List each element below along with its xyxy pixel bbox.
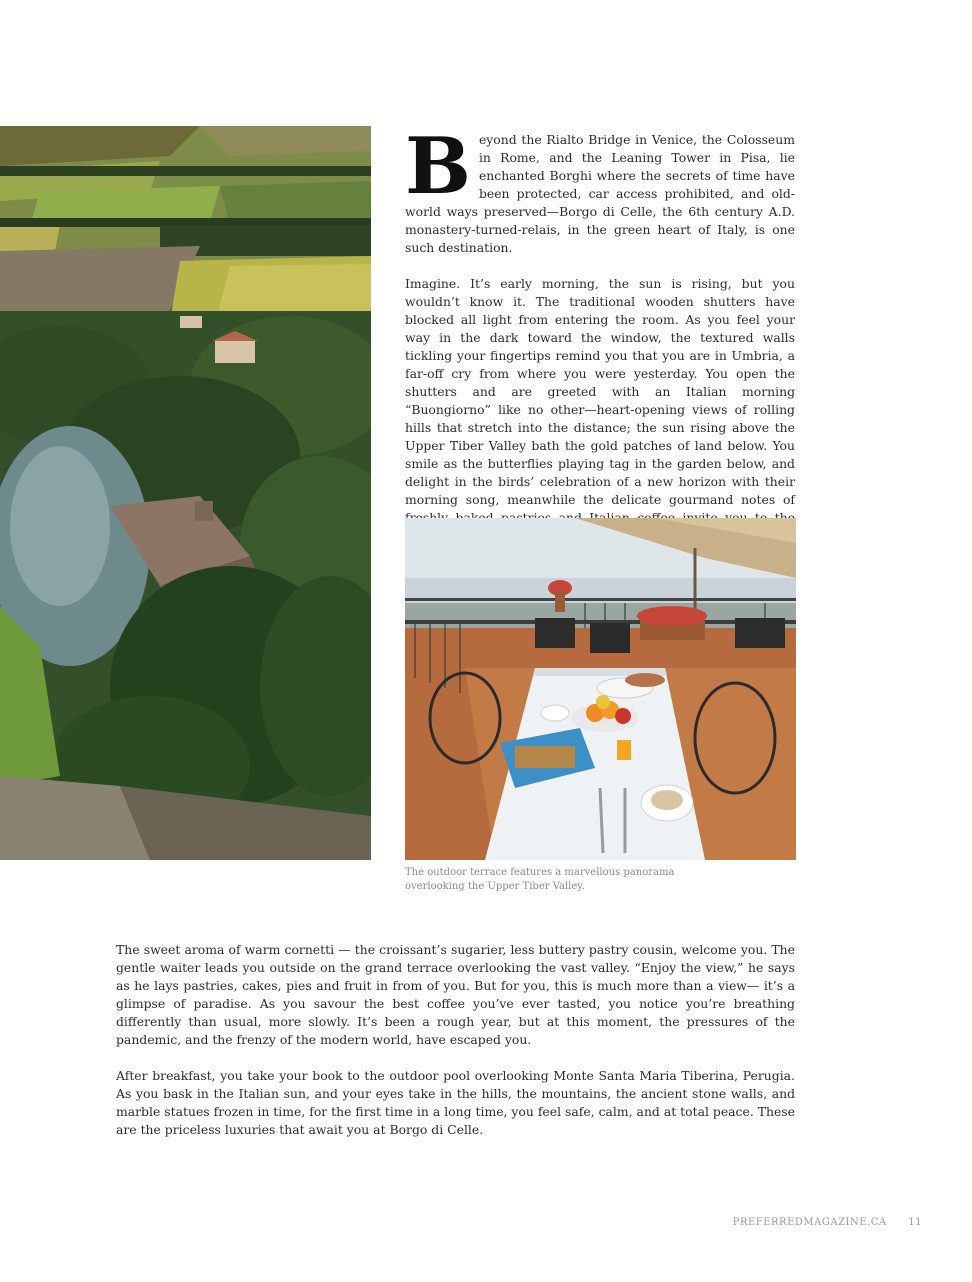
caption-line-2: overlooking the Upper Tiber Valley.	[405, 880, 585, 892]
intro-text	[405, 121, 795, 563]
aerial-countryside-photo	[0, 126, 371, 860]
body-text	[116, 941, 795, 1157]
drop-cap: B	[405, 121, 471, 212]
terrace-breakfast-photo	[405, 518, 796, 860]
page-footer	[733, 1217, 922, 1228]
caption-line-1: The outdoor terrace features a marvellous panorama	[405, 867, 675, 878]
intro-paragraph-2: Imagine. It’s early morning, the sun is rising, but you wouldn’t know it. The traditional wooden shutters have blocked all light from entering the room. As you feel your way in the dark toward the window, the textured walls tickling your fingertips remind you that you are in Umbria, a far-off cry from where you were yesterday. You open the shutters and are greeted with an Italian morning “Buongiorno” like no other—heart-opening views of rolling hills that stretch into the distance; the sun rising above the Upper Tiber Valley bath the gold patches of land below. You smile as the butterflies playing tag in the garden below, and delight in the birds’ celebration of a new horizon with their morning song, meanwhile the delicate gourmand notes of	[405, 276, 795, 507]
footer-site-link[interactable]: PREFERREDMAGAZINE.CA	[732, 1217, 887, 1228]
intro-paragraph-1-text: eyond the Rialto Bridge in Venice, the Colosseum in Rome, and the Leaning Tower in Pisa, lie enchanted Borghi where the secrets of time have been protected, car access prohibited, and old-world ways preserved—Borgo di Celle, the 6th century A.D. monastery-turned-relais, in the green heart of Italy, is one such destination.	[405, 132, 795, 255]
body-paragraph-1: The sweet aroma of warm cornetti — the croissant’s sugarier, less buttery pastry cousin, welcome you. The gentle waiter leads you outside on the grand terrace overlooking the vast valley. “Enjoy the view,” he says as he lays pastries, cakes, pies and fruit in from of you. But for you, this is much more than a view— it’s a glimpse of paradise. As you savour the best coffee you’ve ever tasted, you notice you’re breathing differently than usual, more slowly. It’s been a rough year, but at this moment, the pressures of the pandemic, and the frenzy of the modern world, have escaped you.	[116, 942, 795, 1047]
body-paragraph-2: After breakfast, you take your book to the outdoor pool overlooking Monte Santa Maria Tiberina, Perugia. As you bask in the Italian sun, and your eyes take in the hills, the mountains, the ancient stone walls, and marble statues frozen in time, for the first time in a long time, you feel safe, calm, and at total peace. These are the priceless luxuries that await you at Borgo di Celle.	[116, 1068, 795, 1137]
photo-caption	[405, 866, 705, 893]
intro-paragraph-1	[405, 121, 795, 257]
page-number: 11	[908, 1217, 922, 1228]
